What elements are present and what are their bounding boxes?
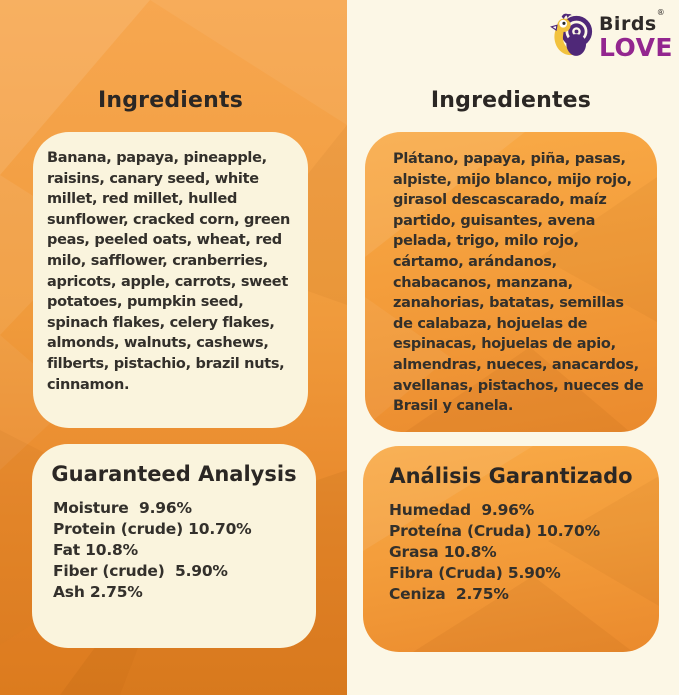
ingredients-title-es: Ingredientes (430, 88, 592, 113)
brand-logo (546, 8, 673, 62)
analysis-title-en: Guaranteed Analysis (51, 462, 297, 486)
ingredients-card-en (33, 132, 308, 428)
registered-mark: ® (656, 8, 666, 18)
analysis-row-proteina: Proteína (Cruda) 10.70% (389, 522, 600, 540)
brand-name-birds: Birds® (598, 8, 666, 35)
analysis-rows-en (32, 498, 316, 603)
analysis-row-fiber: Fiber (crude) 5.90% (53, 562, 228, 580)
analysis-row-humedad: Humedad 9.96% (389, 501, 535, 519)
analysis-row-ceniza: Ceniza 2.75% (389, 585, 509, 603)
analysis-card-en (32, 444, 316, 648)
brand-name-love: LOVE (598, 32, 673, 62)
analysis-row-grasa: Grasa 10.8% (389, 543, 497, 561)
analysis-row-fibra: Fibra (Cruda) 5.90% (389, 564, 561, 582)
ingredients-title-en: Ingredients (97, 88, 244, 113)
brand-name (598, 8, 673, 62)
analysis-title-es: Análisis Garantizado (389, 464, 633, 488)
ingredients-text-es: Plátano, papaya, piña, pasas, alpiste, mijo blanco, mijo rojo, girasol descascarado, maíz partido, guisantes, avena pelada, trigo, milo rojo, cártamo, arándanos, chabacanos, manzana, zanahorias, batatas, semillas de calabaza, hojuelas de espinacas, hojuelas de apio, almendras, nueces, anacardos, avellanas, pistachos, nueces de Brasil y canela. (393, 151, 644, 415)
analysis-row-ash: Ash 2.75% (53, 583, 143, 601)
analysis-row-protein: Protein (crude) 10.70% (53, 520, 252, 538)
analysis-rows-es (363, 500, 659, 605)
analysis-row-moisture: Moisture 9.96% (53, 499, 192, 517)
spanish-panel (347, 0, 679, 695)
ingredients-text-en: Banana, papaya, pineapple, raisins, canary seed, white millet, red millet, hulled sunflower, cracked corn, green peas, peeled oats, wheat, red milo, safflower, cranberries, apricots, apple, carrots, sweet potatoes, pumpkin seed, spinach flakes, celery flakes, almonds, walnuts, cashews, filberts, pistachio, brazil nuts, cinnamon. (47, 150, 291, 393)
analysis-card-es (363, 446, 659, 652)
bird-logo-icon (546, 12, 596, 62)
ingredients-card-es (365, 132, 657, 432)
analysis-row-fat: Fat 10.8% (53, 541, 138, 559)
